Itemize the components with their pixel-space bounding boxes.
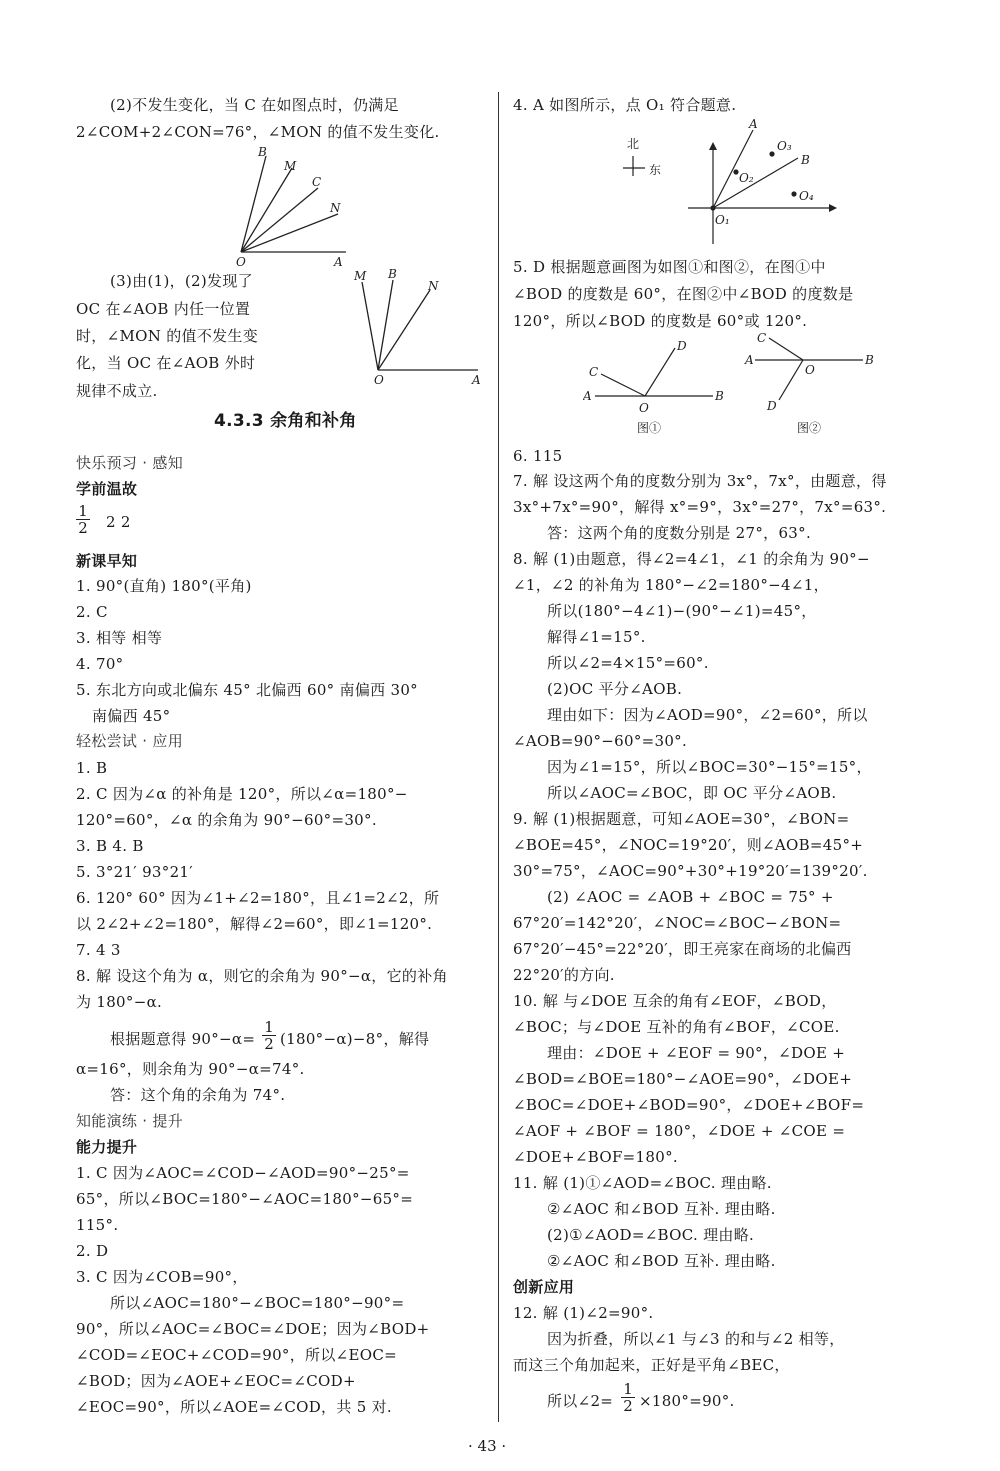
fig4-label: B bbox=[715, 389, 724, 403]
page-number: · 43 · bbox=[468, 1437, 507, 1455]
fig1-label: B bbox=[258, 145, 267, 159]
text-line: 根据题意得 90°−α= bbox=[110, 1030, 256, 1048]
text-line: 3. C 因为∠COB=90°， bbox=[76, 1268, 248, 1286]
text-line: 化，当 OC 在∠AOB 外时 bbox=[76, 354, 256, 372]
text-line: 7. 解 设这两个角的度数分别为 3x°，7x°，由题意，得 bbox=[513, 472, 887, 490]
text-line: 30°=75°，∠AOC=90°+30°+19°20′=139°20′. bbox=[513, 862, 868, 880]
text-line: 因为折叠，所以∠1 与∠3 的和与∠2 相等， bbox=[547, 1330, 845, 1348]
direction-figure bbox=[613, 116, 853, 250]
east-label: 东 bbox=[649, 163, 662, 177]
text-line: 120°=60°，∠α 的余角为 90°−60°=30°. bbox=[76, 811, 377, 829]
text-line: 2. D bbox=[76, 1242, 109, 1260]
text-line: (2)OC 平分∠AOB. bbox=[547, 680, 683, 698]
fraction: 1 2 bbox=[76, 503, 90, 536]
sub-heading: 新课早知 bbox=[76, 552, 138, 570]
text-line: ∠DOE+∠BOF=180°. bbox=[513, 1148, 678, 1166]
text-line: ②∠AOC 和∠BOD 互补. 理由略. bbox=[547, 1252, 776, 1270]
fig4-label: A bbox=[583, 389, 592, 403]
text-line: 9. 解 (1)根据题意，可知∠AOE=30°，∠BON= bbox=[513, 810, 850, 828]
text-line: 1. 90°(直角) 180°(平角) bbox=[76, 577, 252, 595]
text-line: 答：这个角的余角为 74°. bbox=[110, 1086, 286, 1104]
fraction: 1 2 bbox=[262, 1019, 276, 1052]
fig5-label: A bbox=[745, 353, 754, 367]
figure-caption: 图① bbox=[637, 421, 662, 435]
fig5-label: O bbox=[805, 363, 815, 377]
fig3-label: A bbox=[749, 117, 758, 131]
text-line: ∠BOC；与∠DOE 互补的角有∠BOF，∠COE. bbox=[513, 1018, 840, 1036]
text-line: 22°20′的方向. bbox=[513, 966, 615, 984]
text-line: ∠BOD；因为∠AOE+∠EOC=∠COD+ bbox=[76, 1372, 356, 1390]
text-line: 7. 4 3 bbox=[76, 941, 121, 959]
angle-figure-1 bbox=[226, 144, 426, 270]
text-line: 2 2 bbox=[106, 513, 131, 531]
text-line: 所以∠2=4×15°=60°. bbox=[547, 654, 709, 672]
sub-heading: 能力提升 bbox=[76, 1138, 138, 1156]
text-line: 2. C bbox=[76, 603, 108, 621]
text-line: 10. 解 与∠DOE 互余的角有∠EOF，∠BOD， bbox=[513, 992, 837, 1010]
text-line: 6. 115 bbox=[513, 447, 563, 465]
fig3-label: O₁ bbox=[715, 213, 730, 227]
text-line: ∠BOD=∠BOE=180°−∠AOE=90°，∠DOE+ bbox=[513, 1070, 853, 1088]
text-line: 6. 120° 60° 因为∠1+∠2=180°，且∠1=2∠2，所 bbox=[76, 889, 440, 907]
text-line: 3. B 4. B bbox=[76, 837, 144, 855]
fig1-label: C bbox=[312, 175, 322, 189]
text-line: 67°20′−45°=22°20′，即王亮家在商场的北偏西 bbox=[513, 940, 852, 958]
text-line: 120°，所以∠BOD 的度数是 60°或 120°. bbox=[513, 312, 808, 330]
text-line: (3)由(1)，(2)发现了 bbox=[110, 272, 253, 290]
text-line: ×180°=90°. bbox=[639, 1392, 735, 1410]
fig2-label: N bbox=[428, 279, 439, 293]
text-line: 解得∠1=15°. bbox=[547, 628, 646, 646]
fig2-label: M bbox=[354, 269, 367, 283]
fig3-label: B bbox=[801, 153, 810, 167]
fig2-label: B bbox=[388, 267, 397, 281]
angle-figure-2 bbox=[348, 262, 488, 396]
north-label: 北 bbox=[627, 137, 640, 151]
fraction: 1 2 bbox=[621, 1381, 635, 1414]
text-line: 理由：∠DOE + ∠EOF = 90°，∠DOE + bbox=[547, 1044, 846, 1062]
text-line: 1. B bbox=[76, 759, 108, 777]
text-line: 1. C 因为∠AOC=∠COD−∠AOD=90°−25°= bbox=[76, 1164, 410, 1182]
text-line: ∠COD=∠EOC+∠COD=90°，所以∠EOC= bbox=[76, 1346, 397, 1364]
fig3-label: O₄ bbox=[799, 189, 814, 203]
text-line: 4. 70° bbox=[76, 655, 124, 673]
text-line: 3x°+7x°=90°，解得 x°=9°，3x°=27°，7x°=63°. bbox=[513, 498, 887, 516]
text-line: 以 2∠2+∠2=180°，解得∠2=60°，即∠1=120°. bbox=[76, 915, 433, 933]
text-line: 115°. bbox=[76, 1216, 119, 1234]
text-line: 南偏西 45° bbox=[92, 707, 171, 725]
fig5-label: C bbox=[757, 331, 767, 345]
text-line: 5. 东北方向或北偏东 45° 北偏西 60° 南偏西 30° bbox=[76, 681, 418, 699]
fig4-label: D bbox=[677, 339, 687, 353]
figure-2 bbox=[741, 330, 891, 442]
text-line: 12. 解 (1)∠2=90°. bbox=[513, 1304, 654, 1322]
text-line: (180°−α)−8°，解得 bbox=[280, 1030, 430, 1048]
figure-1 bbox=[583, 336, 733, 442]
fig3-label: O₂ bbox=[739, 171, 754, 185]
band-heading: 快乐预习 · 感知 bbox=[76, 454, 184, 472]
text-line: ∠1，∠2 的补角为 180°−∠2=180°−4∠1， bbox=[513, 576, 829, 594]
sub-heading: 学前温故 bbox=[76, 480, 138, 498]
fig5-label: D bbox=[767, 399, 777, 413]
text-line: ∠EOC=90°，所以∠AOE=∠COD，共 5 对. bbox=[76, 1398, 392, 1416]
text-line: 而这三个角加起来，正好是平角∠BEC， bbox=[513, 1356, 790, 1374]
band-heading: 知能演练 · 提升 bbox=[76, 1112, 184, 1130]
fig5-label: B bbox=[865, 353, 874, 367]
text-line: 2. C 因为∠α 的补角是 120°，所以∠α=180°− bbox=[76, 785, 408, 803]
text-line: (2)①∠AOD=∠BOC. 理由略. bbox=[547, 1226, 755, 1244]
fig1-label: A bbox=[334, 255, 343, 266]
section-title: 4.3.3 余角和补角 bbox=[214, 411, 357, 431]
text-line: ∠AOF + ∠BOF = 180°，∠DOE + ∠COE = bbox=[513, 1122, 846, 1140]
text-line: 所以∠AOC=180°−∠BOC=180°−90°= bbox=[110, 1294, 405, 1312]
text-line: 90°，所以∠AOC=∠BOC=∠DOE；因为∠BOD+ bbox=[76, 1320, 430, 1338]
fig3-label: O₃ bbox=[777, 139, 792, 153]
text-line: (2) ∠AOC = ∠AOB + ∠BOC = 75° + bbox=[547, 888, 834, 906]
text-line: 所以∠AOC=∠BOC，即 OC 平分∠AOB. bbox=[547, 784, 837, 802]
text-line: 2∠COM+2∠CON=76°，∠MON 的值不发生变化. bbox=[76, 123, 440, 141]
fig1-label: M bbox=[284, 159, 297, 173]
text-line: 所以(180°−4∠1)−(90°−∠1)=45°， bbox=[547, 602, 817, 620]
text-line: ∠BOD 的度数是 60°，在图②中∠BOD 的度数是 bbox=[513, 285, 854, 303]
text-line: 理由如下：因为∠AOD=90°，∠2=60°，所以 bbox=[547, 706, 868, 724]
fig4-label: O bbox=[639, 401, 649, 415]
text-line: ∠BOC=∠DOE+∠BOD=90°，∠DOE+∠BOF= bbox=[513, 1096, 865, 1114]
text-line: ∠AOB=90°−60°=30°. bbox=[513, 732, 688, 750]
text-line: α=16°，则余角为 90°−α=74°. bbox=[76, 1060, 305, 1078]
text-line: 8. 解 设这个角为 α，则它的余角为 90°−α，它的补角 bbox=[76, 967, 448, 985]
sub-heading: 创新应用 bbox=[513, 1278, 575, 1296]
text-line: 3. 相等 相等 bbox=[76, 629, 163, 647]
text-line: OC 在∠AOB 内任一位置 bbox=[76, 300, 251, 318]
text-line: (2)不发生变化，当 C 在如图点时，仍满足 bbox=[110, 96, 399, 114]
band-heading: 轻松尝试 · 应用 bbox=[76, 732, 184, 750]
text-line: 5. 3°21′ 93°21′ bbox=[76, 863, 193, 881]
text-line: 8. 解 (1)由题意，得∠2=4∠1，∠1 的余角为 90°− bbox=[513, 550, 870, 568]
fig2-label: O bbox=[374, 373, 384, 387]
column-divider bbox=[498, 92, 499, 1422]
fig2-label: A bbox=[472, 373, 481, 387]
text-line: 5. D 根据题意画图为如图①和图②，在图①中 bbox=[513, 258, 826, 276]
text-line: 11. 解 (1)①∠AOD=∠BOC. 理由略. bbox=[513, 1174, 772, 1192]
fig4-label: C bbox=[589, 365, 599, 379]
fig1-label: O bbox=[236, 255, 246, 266]
text-line: 所以∠2= bbox=[547, 1392, 614, 1410]
text-line: 65°，所以∠BOC=180°−∠AOC=180°−65°= bbox=[76, 1190, 414, 1208]
figure-caption: 图② bbox=[797, 421, 822, 435]
text-line: 4. A 如图所示，点 O₁ 符合题意. bbox=[513, 96, 737, 114]
text-line: 因为∠1=15°，所以∠BOC=30°−15°=15°， bbox=[547, 758, 872, 776]
text-line: 答：这两个角的度数分别是 27°，63°. bbox=[547, 524, 812, 542]
text-line: 时，∠MON 的值不发生变 bbox=[76, 327, 259, 345]
fig1-label: N bbox=[330, 201, 341, 215]
text-line: ②∠AOC 和∠BOD 互补. 理由略. bbox=[547, 1200, 776, 1218]
text-line: 67°20′=142°20′，∠NOC=∠BOC−∠BON= bbox=[513, 914, 842, 932]
text-line: ∠BOE=45°，∠NOC=19°20′，则∠AOB=45°+ bbox=[513, 836, 864, 854]
text-line: 为 180°−α. bbox=[76, 993, 163, 1011]
text-line: 规律不成立. bbox=[76, 382, 158, 400]
